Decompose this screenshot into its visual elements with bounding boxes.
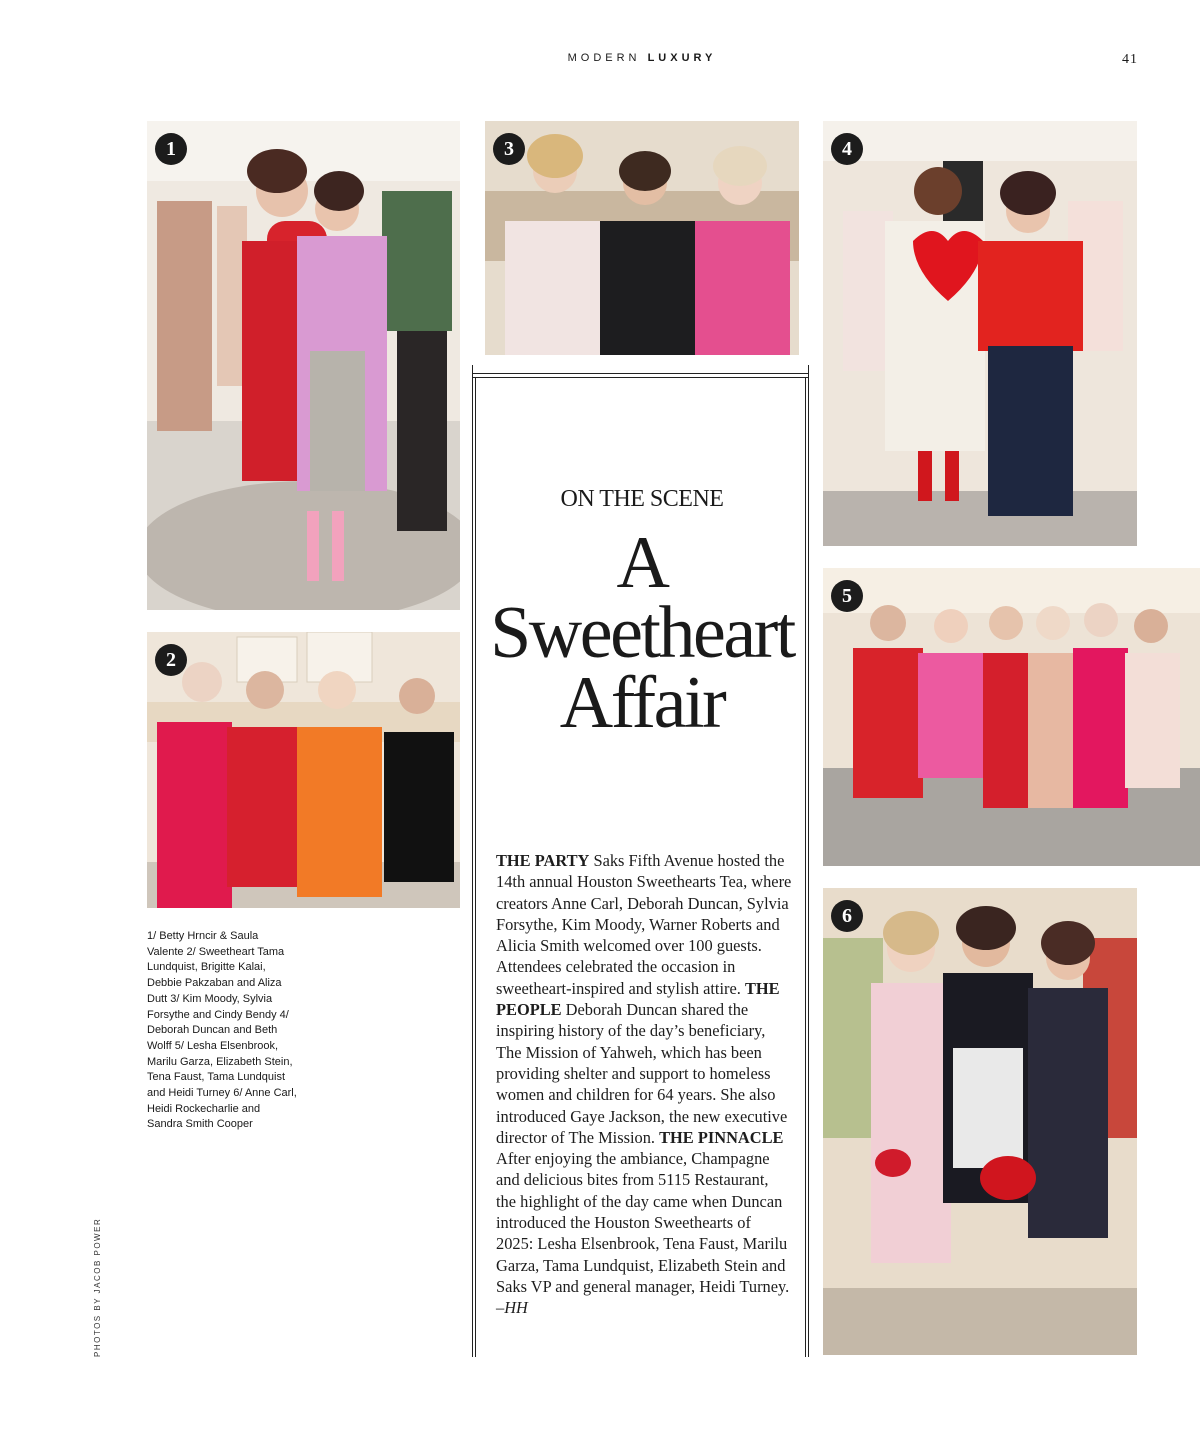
- photo-5: [823, 568, 1200, 866]
- section-text-party: Saks Fifth Avenue hosted the 14th annual Houston Sweethearts Tea, where creators Anne Carl, Deborah Duncan, Sylvia Forsythe, Kim Moody, Warner Roberts and Alicia Smith welcomed over 100 guests. Attendees celebrated the occasion in sweetheart-inspired and stylish attire.: [496, 851, 792, 998]
- photo-1-number-badge: 1: [155, 133, 187, 165]
- photo-3-number-badge: 3: [493, 133, 525, 165]
- section-label-pinnacle: THE PINNACLE: [659, 1127, 784, 1147]
- column-rule-top-inner: [472, 377, 808, 378]
- article-body: [496, 850, 792, 1319]
- photo-6: [823, 888, 1137, 1355]
- section-label-party: THE PARTY: [496, 851, 590, 870]
- photo-4-number-badge: 4: [831, 133, 863, 165]
- masthead-luxury: LUXURY: [647, 52, 717, 64]
- section-label-people: THE PEOPLE: [496, 978, 780, 1020]
- masthead: [0, 52, 1200, 64]
- headline-line-2: Sweetheart: [490, 592, 794, 674]
- column-rule-left-inner: [475, 377, 476, 1357]
- headline-line-1: A: [616, 522, 668, 604]
- column-rule-right-inner: [805, 377, 806, 1357]
- column-rule-left: [472, 365, 473, 1357]
- article-signoff: –HH: [496, 1298, 528, 1318]
- photo-1: [147, 121, 460, 610]
- photo-5-number-badge: 5: [831, 580, 863, 612]
- photo-4: [823, 121, 1137, 546]
- photo-2: [147, 632, 460, 908]
- column-rule-top: [472, 373, 808, 374]
- section-text-people: Deborah Duncan shared the inspiring history of the day’s beneficiary, The Mission of Yahweh, which has been providing shelter and support to homeless women and children for 64 years. She also introduced Gaye Jackson, the new executive director of The Mission.: [496, 1000, 788, 1147]
- page-number: 41: [1122, 52, 1138, 67]
- photo-3: [485, 121, 799, 355]
- article-kicker: ON THE SCENE: [560, 486, 724, 512]
- article-headline: [474, 522, 810, 744]
- photo-2-number-badge: 2: [155, 644, 187, 676]
- headline-line-3: Affair: [559, 662, 725, 744]
- column-rule-right: [808, 365, 809, 1357]
- photo-credit: PHOTOS BY JACOB POWER: [93, 1217, 102, 1357]
- photo-6-number-badge: 6: [831, 900, 863, 932]
- photo-captions: 1/ Betty Hrncir & Saula Valente 2/ Sweetheart Tama Lundquist, Brigitte Kalai, Debbie Pakzaban and Aliza Dutt 3/ Kim Moody, Sylvia Forsythe and Cindy Bendy 4/ Deborah Duncan and Beth Wolff 5/ Lesha Elsenbrook, Marilu Garza, Elizabeth Stein, Tena Faust, Tama Lundquist and Heidi Turney 6/ Anne Carl, Heidi Rockecharlie and Sandra Smith Cooper: [147, 930, 297, 1131]
- masthead-modern: MODERN: [567, 52, 641, 64]
- section-text-pinnacle: After enjoying the ambiance, Champagne and delicious bites from 5115 Restaurant, the highlight of the day came when Duncan introduced the Houston Sweethearts of 2025: Lesha Elsenbrook, Tena Faust, Marilu Garza, Tama Lundquist, Elizabeth Stein and Saks VP and general manager, Heidi Turney.: [496, 1149, 790, 1296]
